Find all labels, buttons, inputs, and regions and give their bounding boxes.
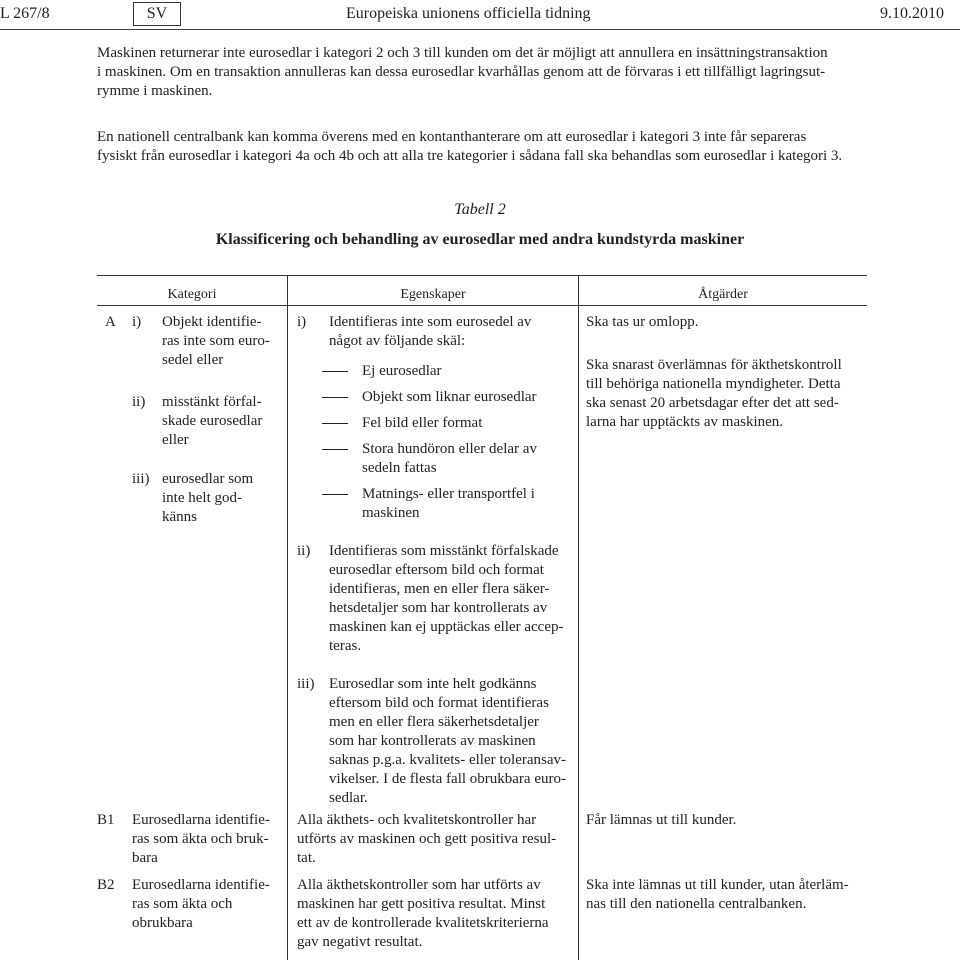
page-ref: L 267/8: [0, 5, 50, 22]
column-header-kategori: Kategori: [167, 287, 217, 302]
row-a-action-2: Ska snarast överlämnas för äkthetskontroll till behöriga nationella myndigheter. Detta ska senast 20 arbetsdagar efter det att sed- larna har upptäckts av maskinen.: [586, 357, 842, 430]
row-a-cat-iii-num: iii): [132, 471, 150, 487]
journal-title: Europeiska unionens officiella tidning: [346, 5, 591, 22]
row-a-prop-ii-text: Identifieras som misstänkt förfalskade eurosedlar eftersom bild och format identifieras, men en eller flera säker- hetsdetaljer som har kontrollerats av maskinen kan ej upptäckas eller accep- teras.: [329, 543, 564, 654]
table-title: Klassificering och behandling av eurosedlar med andra kundstyrda maskiner: [215, 231, 745, 248]
row-a-cat-i-num: i): [132, 314, 142, 330]
row-b1-category: Eurosedlarna identifie- ras som äkta och bruk- bara: [132, 812, 270, 866]
dash-marker: [322, 423, 348, 424]
row-a-cat-ii-num: ii): [132, 394, 146, 410]
row-b1-properties: Alla äkthets- och kvalitetskontroller har utförts av maskinen och gett positiva resul- tat.: [297, 812, 557, 866]
reason-item: Objekt som liknar eurosedlar: [322, 388, 568, 407]
row-a-action-1: Ska tas ur omlopp.: [586, 314, 699, 330]
language-badge: SV: [133, 2, 181, 26]
reason-item: Matnings- eller transportfel i maskinen: [322, 485, 568, 523]
column-divider-2: [578, 275, 579, 960]
header-rule: [0, 29, 960, 30]
paragraph-2: En nationell centralbank kan komma överens med en kontanthanterare om att eurosedlar i kategori 3 inte får separeras fysiskt från eurosedlar i kategori 4a och 4b och att alla tre kategorier i sådana fall ska behandlas som eurosedlar i kategori 3.: [97, 129, 843, 164]
row-a-cat-iii-text: eurosedlar som inte helt god- känns: [162, 471, 254, 525]
row-a-prop-iii-text: Eurosedlar som inte helt godkänns eftersom bild och format identifieras men en eller flera säkerhetsdetaljer som har kontrollerats av maskinen saknas p.g.a. kvalitets- eller toleransav- vikelser. I de flesta fall obrukbara euro- sedlar.: [329, 676, 566, 806]
row-b1-label: B1: [97, 812, 115, 828]
paragraph-1: Maskinen returnerar inte eurosedlar i kategori 2 och 3 till kunden om det är möjligt att annullera en insättningstransaktion i maskinen. Om en transaktion annulleras kan dessa eurosedlar kvarhållas genom att de förvaras i ett tillfälligt lagringsut- rymme i maskinen.: [97, 45, 828, 99]
column-header-egenskaper: Egenskaper: [400, 287, 466, 302]
table-top-rule: [97, 275, 867, 276]
row-a-prop-i-text: Identifieras inte som eurosedel av något av följande skäl:: [329, 314, 532, 349]
reason-item: Stora hundöron eller delar av sedeln fattas: [322, 440, 568, 478]
row-a-label: A: [105, 314, 116, 330]
dash-marker: [322, 494, 348, 495]
column-divider-1: [287, 275, 288, 960]
dash-marker: [322, 397, 348, 398]
row-a-cat-i-text: Objekt identifie- ras inte som euro- sedel eller: [162, 314, 270, 368]
row-a-prop-i-num: i): [297, 314, 307, 330]
reason-item: Fel bild eller format: [322, 414, 568, 433]
row-a-prop-iii-num: iii): [297, 676, 315, 692]
dash-marker: [322, 449, 348, 450]
row-b2-properties: Alla äkthetskontroller som har utförts av maskinen har gett positiva resultat. Minst ett av de kontrollerade kvalitetskriterierna gav negativt resultat.: [297, 877, 549, 950]
row-a-prop-ii-num: ii): [297, 543, 311, 559]
row-b1-action: Får lämnas ut till kunder.: [586, 812, 737, 828]
column-header-atgarder: Åtgärder: [698, 287, 748, 302]
table-header-rule: [97, 305, 867, 306]
table-number: Tabell 2: [454, 201, 506, 218]
reason-item: Ej eurosedlar: [322, 362, 568, 381]
row-b2-action: Ska inte lämnas ut till kunder, utan återläm- nas till den nationella centralbanken.: [586, 877, 849, 912]
row-a-cat-ii-text: misstänkt förfal- skade eurosedlar eller: [162, 394, 263, 448]
dash-marker: [322, 371, 348, 372]
reason-list: [322, 362, 568, 523]
row-b2-category: Eurosedlarna identifie- ras som äkta och obrukbara: [132, 877, 270, 931]
row-b2-label: B2: [97, 877, 115, 893]
publication-date: 9.10.2010: [880, 5, 944, 22]
